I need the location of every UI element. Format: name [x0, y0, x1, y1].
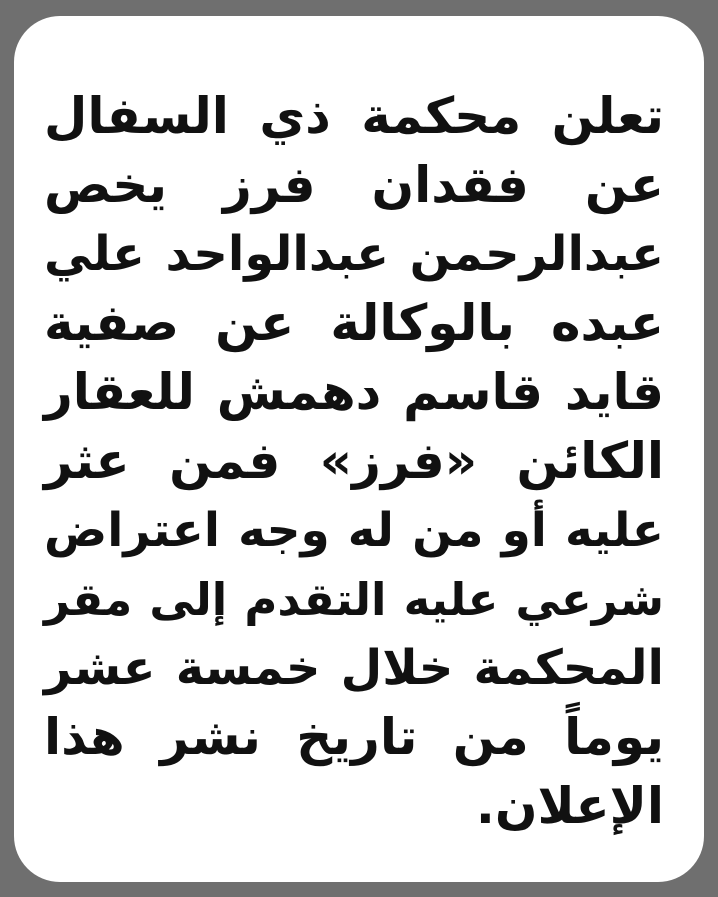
notice-line: عبدالرحمن عبدالواحد علي [44, 226, 664, 282]
notice-line: المحكمة خلال خمسة عشر [44, 640, 664, 696]
notice-line: الكائن «فرز» فمن عثر [44, 432, 664, 490]
notice-line: يوماً من تاريخ نشر هذا [44, 708, 664, 766]
notice-line: شرعي عليه التقدم إلى مقر [44, 573, 664, 626]
notice-line: عن فقدان فرز يخص [44, 156, 664, 214]
notice-text [44, 82, 664, 841]
notice-line: عبده بالوكالة عن صفية [44, 294, 664, 352]
notice-line: قايد قاسم دهمش للعقار [44, 363, 664, 421]
notice-line: عليه أو من له وجه اعتراض [44, 503, 664, 558]
notice-line: الإعلان. [475, 777, 664, 835]
notice-line: تعلن محكمة ذي السفال [44, 87, 664, 145]
notice-card [14, 16, 704, 882]
